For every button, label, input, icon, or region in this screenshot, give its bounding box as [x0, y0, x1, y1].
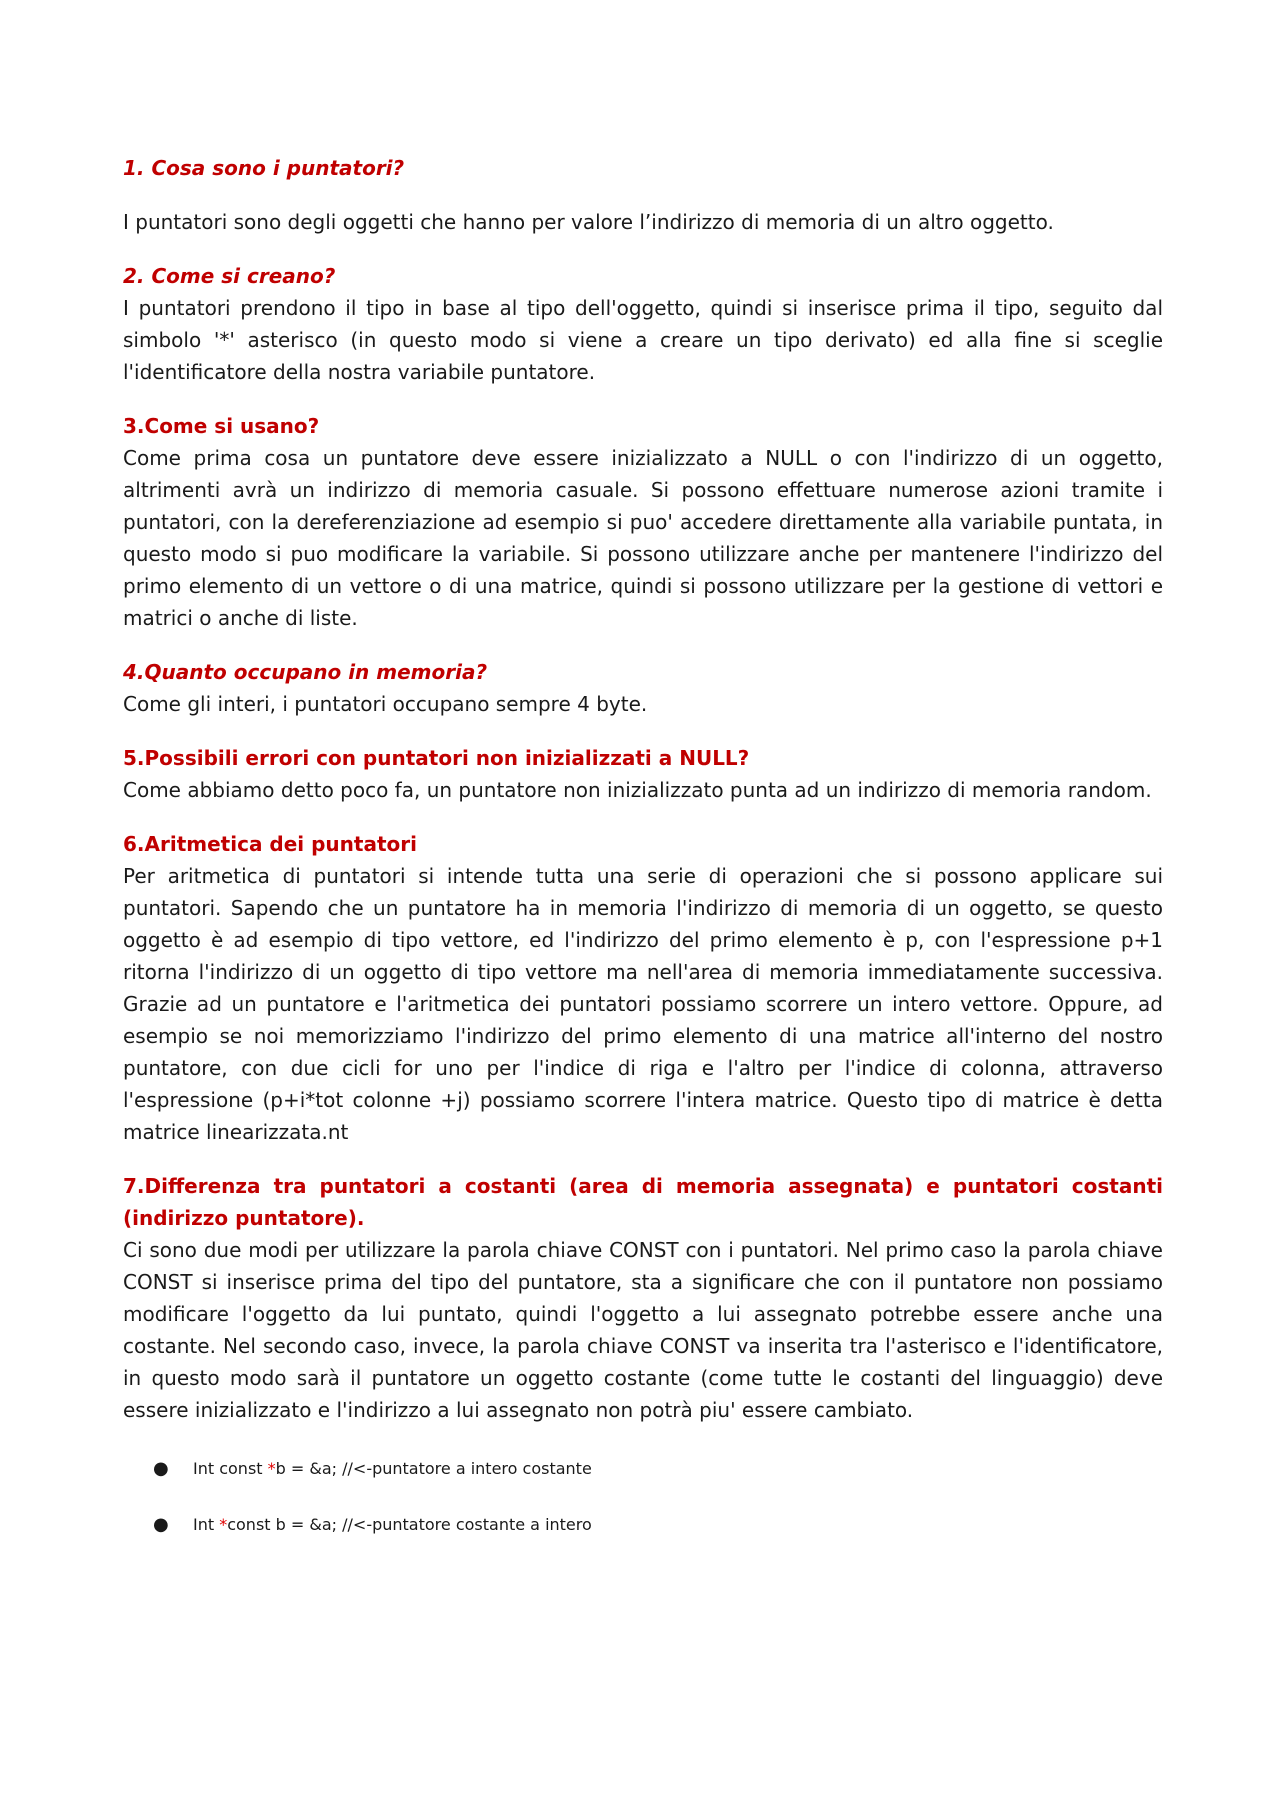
section-title: 5.Possibili errori con puntatori non inizializzati a NULL?: [123, 746, 750, 770]
section-title: 1. Cosa sono i puntatori?: [123, 156, 405, 180]
code-text-after: const b = &a; //<-puntatore costante a intero: [227, 1515, 592, 1534]
code-text-before: Int: [193, 1515, 220, 1534]
code-text-before: Int const: [193, 1459, 268, 1478]
section-title: 6.Aritmetica dei puntatori: [123, 832, 417, 856]
section-title: 2. Come si creano?: [123, 264, 336, 288]
section-2: [123, 260, 1163, 388]
asterisk-symbol: *: [267, 1459, 276, 1478]
list-item: [123, 1512, 1163, 1538]
code-text-after: b = &a; //<-puntatore a intero costante: [275, 1459, 592, 1478]
bullet-icon: ●: [153, 1458, 169, 1479]
section-body: I puntatori prendono il tipo in base al tipo dell'oggetto, quindi si inserisce prima il tipo, seguito dal simbolo '*' asterisco (in questo modo si viene a creare un tipo derivato) ed alla fine si sceglie l'identificatore della nostra variabile puntatore.: [123, 296, 1163, 384]
list-item: [123, 1456, 1163, 1482]
section-title: 7.Differenza tra puntatori a costanti (area di memoria assegnata) e puntatori costanti (indirizzo puntatore).: [123, 1174, 1163, 1230]
section-4: [123, 656, 1163, 720]
section-7: [123, 1170, 1163, 1426]
section-body: Come gli interi, i puntatori occupano sempre 4 byte.: [123, 692, 648, 716]
section-1: [123, 152, 1163, 238]
section-body: Come abbiamo detto poco fa, un puntatore non inizializzato punta ad un indirizzo di memoria random.: [123, 778, 1152, 802]
bullet-icon: ●: [153, 1514, 169, 1535]
section-title: 4.Quanto occupano in memoria?: [123, 660, 488, 684]
section-body: Per aritmetica di puntatori si intende tutta una serie di operazioni che si possono applicare sui puntatori. Sapendo che un puntatore ha in memoria l'indirizzo di memoria di un oggetto, se questo oggetto è ad esempio di tipo vettore, ed l'indirizzo del primo elemento è p, con l'espressione p+1 ritorna l'indirizzo di un oggetto di tipo vettore ma nell'area di memoria immediatamente successiva. Grazie ad un puntatore e l'aritmetica dei puntatori possiamo scorrere un intero vettore. Oppure, ad esempio se noi memorizziamo l'indirizzo del primo elemento di una matrice all'interno del nostro puntatore, con due cicli for uno per l'indice di riga e l'altro per l'indice di colonna, attraverso l'espressione (p+i*tot colonne +j) possiamo scorrere l'intera matrice. Questo tipo di matrice è detta matrice linearizzata.nt: [123, 864, 1163, 1144]
section-3: [123, 410, 1163, 634]
section-body: Come prima cosa un puntatore deve essere inizializzato a NULL o con l'indirizzo di un oggetto, altrimenti avrà un indirizzo di memoria casuale. Si possono effettuare numerose azioni tramite i puntatori, con la dereferenziazione ad esempio si puo' accedere direttamente alla variabile puntata, in questo modo si puo modificare la variabile. Si possono utilizzare anche per mantenere l'indirizzo del primo elemento di un vettore o di una matrice, quindi si possono utilizzare per la gestione di vettori e matrici o anche di liste.: [123, 446, 1163, 630]
section-6: [123, 828, 1163, 1148]
code-example-list: [123, 1456, 1163, 1538]
section-body: Ci sono due modi per utilizzare la parola chiave CONST con i puntatori. Nel primo caso la parola chiave CONST si inserisce prima del tipo del puntatore, sta a significare che con il puntatore non possiamo modificare l'oggetto da lui puntato, quindi l'oggetto a lui assegnato potrebbe essere anche una costante. Nel secondo caso, invece, la parola chiave CONST va inserita tra l'asterisco e l'identificatore, in questo modo sarà il puntatore un oggetto costante (come tutte le costanti del linguaggio) deve essere inizializzato e l'indirizzo a lui assegnato non potrà piu' essere cambiato.: [123, 1238, 1163, 1422]
section-5: [123, 742, 1163, 806]
section-body: I puntatori sono degli oggetti che hanno per valore l’indirizzo di memoria di un altro oggetto.: [123, 210, 1054, 234]
asterisk-symbol: *: [219, 1515, 228, 1534]
section-title: 3.Come si usano?: [123, 414, 320, 438]
document-page: [123, 152, 1163, 1538]
